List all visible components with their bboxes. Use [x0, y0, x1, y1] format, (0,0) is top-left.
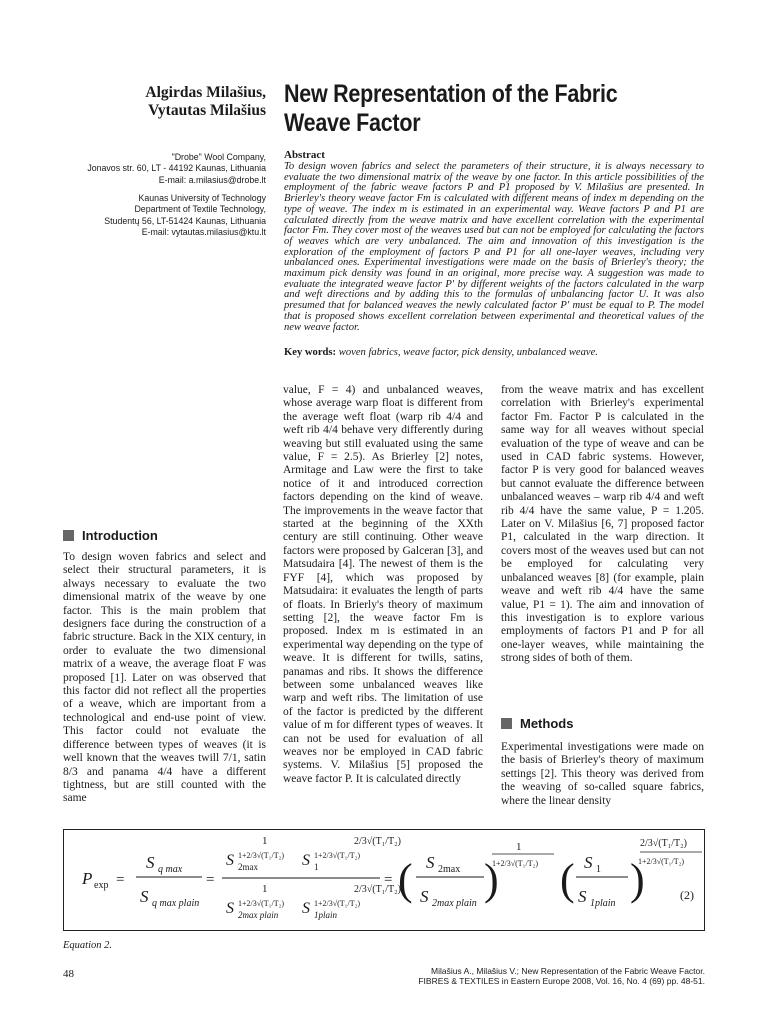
svg-text:S: S	[584, 853, 593, 872]
keywords-label: Key words:	[284, 347, 337, 358]
svg-text:1: 1	[516, 841, 522, 853]
svg-text:q max: q max	[158, 864, 183, 875]
svg-text:S: S	[578, 887, 587, 906]
svg-text:S: S	[426, 853, 435, 872]
author-1: Algirdas Milašius,	[145, 84, 266, 101]
author-2: Vytautas Milašius	[148, 102, 266, 119]
keywords-text: woven fabrics, weave factor, pick density, unbalanced weave.	[338, 347, 598, 358]
citation-line: Milašius A., Milašius V.; New Representation of the Fabric Weave Factor.	[430, 966, 705, 976]
svg-text:S: S	[140, 887, 149, 906]
svg-text:1: 1	[262, 883, 268, 895]
footer-citation	[400, 966, 705, 986]
svg-text:2max: 2max	[238, 862, 258, 872]
svg-text:): )	[630, 855, 645, 904]
svg-text:1+2/3√(T₁/T₂): 1+2/3√(T₁/T₂)	[492, 859, 539, 868]
svg-text:2/3√(T₁/T₂): 2/3√(T₁/T₂)	[640, 838, 687, 849]
affiliation-drobe	[60, 152, 266, 186]
svg-text:S: S	[226, 900, 234, 917]
svg-text:2max plain: 2max plain	[432, 898, 477, 909]
column-2-text: value, F = 4) and unbalanced weaves, whose average warp float is different from the average weft float (warp rib 4/4 and weft rib 4/4 behave very differently during weaving but still evaluated using the same value, F = 2.5). As Brierley [2] notes, Armitage and Law were the first to take notice of it and introduced correction factors depending on the kind of weave. The improvements in the weave factor that started at the beginning of the XXth century are still continuing. Other weave factors were proposed by Galceran [3], and Matsudaira [4]. The newest of them is the FYF [4], which was proposed by Matsudaira: it evaluates the length of parts of floats. In Brierly's theory of maximum setting [2], the weave factor Fm is proposed. Index m is estimated in an experimental way depending on the type of weave. It is different for twills, satins, panamas and ribs. It shows the difference between some unbalanced weaves like warp and weft ribs. The limitation of use of the factor is predicted by the different value of m for different types of weaves. It can not be used for evaluation of all weaves nor be employed in CAD fabric systems. V. Milašius [5] proposed the weave factor P. It is calculated directly	[283, 384, 483, 785]
svg-text:1plain: 1plain	[314, 910, 338, 920]
section-bullet-icon	[63, 530, 74, 541]
affiliation-email: E-mail: vytautas.milasius@ktu.lt	[141, 227, 266, 238]
affiliation-line: Department of Textile Technology,	[134, 204, 266, 215]
svg-text:(: (	[398, 855, 413, 904]
svg-text:1+2/3√(T₁/T₂): 1+2/3√(T₁/T₂)	[638, 857, 685, 866]
svg-text:=: =	[206, 872, 215, 888]
svg-text:=: =	[384, 872, 393, 888]
svg-text:=: =	[116, 872, 125, 888]
svg-text:1: 1	[262, 835, 268, 847]
affiliation-line: Studentų 56, LT-51424 Kaunas, Lithuania	[104, 215, 266, 226]
equation-number: (2)	[680, 888, 694, 902]
equation-box	[63, 829, 705, 931]
affiliation-ktu	[60, 193, 266, 239]
svg-text:): )	[484, 855, 499, 904]
svg-text:2/3√(T₁/T₂): 2/3√(T₁/T₂)	[354, 884, 401, 895]
svg-text:1plain: 1plain	[590, 898, 616, 909]
svg-text:1+2/3√(T₁/T₂): 1+2/3√(T₁/T₂)	[238, 899, 285, 908]
svg-text:1+2/3√(T₁/T₂): 1+2/3√(T₁/T₂)	[238, 851, 285, 860]
svg-text:2max: 2max	[438, 864, 461, 875]
svg-text:S: S	[302, 900, 310, 917]
methods-text: Experimental investigations were made on the basis of Brierley's theory of maximum settings [2]. This theory was derived from the weaving of so-called square fabrics, where the linear density	[501, 741, 704, 807]
keywords	[284, 347, 704, 358]
methods-heading	[501, 716, 573, 731]
svg-text:1+2/3√(T₁/T₂): 1+2/3√(T₁/T₂)	[314, 899, 361, 908]
svg-text:P: P	[82, 869, 93, 888]
affiliation-line: "Drobe" Wool Company,	[171, 152, 266, 162]
section-title: Methods	[520, 716, 574, 731]
column-3-text: from the weave matrix and has excellent correlation with Brierley's experimental factor Fm. Factor P is calculated in the same way for all weaves without special evaluation of the type of weave and can be used in CAD fabric systems. However, factor P is very good for balanced weaves but cannot evaluate the difference between unbalanced weaves – warp rib 4/4 and weft rib 4/4 have the same value, P = 1.205. Later on V. Milašius [6, 7] proposed factor P1, calculated in the warp direction. It covers most of the weaves used but can not be employed for calculating very unbalanced weaves [8] (for example, plain weave and weft rib 4/4 have the same value, P1 = 1). The aim and innovation of this investigation is to explore various employments of factors P1 and P for all one-layer weaves, while maintaining the strong sides of both of them.	[501, 384, 704, 665]
paper-title: New Representation of the Fabric Weave Factor	[284, 80, 618, 137]
section-title: Introduction	[82, 528, 158, 543]
svg-text:exp: exp	[94, 880, 109, 891]
page-number: 48	[63, 968, 74, 980]
introduction-heading	[63, 528, 158, 543]
svg-text:S: S	[420, 887, 429, 906]
abstract-text: To design woven fabrics and select the parameters of their structure, it is always necessary to evaluate the two dimensional matrix of the weave by one factor. In this article possibilities of the employment of the fabric weave factors P and P1 proposed by V. Milašius are presented. In Brierley's theory weave factor Fm is calculated with different means of index m depending on the type of weave. The index m is estimated in an experimental way. Weave factors P and P1 are calculated directly from the weave matrix and have excellent correlation with the experimental factor Fm. They cover most of the weaves used but can not be employed for calculating the factors of weaves which are very unbalanced. The aim and innovation of this investigation is the exploration of the employment of factors P and P1 for all one-layer weaves, including very unbalanced ones. Experimental investigations were made on the basis of Brierley's theory; the maximum pick density was found in an original, more precise way. A suggestion was made to evaluate the integrated weave factor P' by different weights of the factors calculated in the warp and weft directions and by adding this to the formulas of unbalancing factor U. It was also presumed that for balanced weaves the newly calculated factor P' must be equal to P. The model that is proposed shows excellent correlation between experimental and theoretical values of the new weave factor.	[284, 161, 704, 333]
abstract-heading: Abstract	[284, 149, 325, 161]
affiliation-line: Kaunas University of Technology	[138, 193, 266, 203]
svg-text:1+2/3√(T₁/T₂): 1+2/3√(T₁/T₂)	[314, 851, 361, 860]
svg-text:S: S	[226, 852, 234, 869]
svg-text:1: 1	[314, 862, 319, 872]
citation-line: FIBRES & TEXTILES in Eastern Europe 2008, Vol. 16, No. 4 (69) pp. 48-51.	[418, 976, 705, 986]
svg-text:S: S	[146, 853, 155, 872]
svg-text:q max plain: q max plain	[152, 898, 200, 909]
affiliation-email: E-mail: a.milasius@drobe.lt	[158, 174, 266, 185]
authors	[60, 84, 266, 120]
svg-text:1: 1	[596, 864, 601, 875]
svg-text:(: (	[560, 855, 575, 904]
svg-text:S: S	[302, 852, 310, 869]
equation-caption: Equation 2.	[63, 940, 112, 951]
svg-text:2/3√(T₁/T₂): 2/3√(T₁/T₂)	[354, 836, 401, 847]
svg-text:2max plain: 2max plain	[238, 910, 279, 920]
section-bullet-icon	[501, 718, 512, 729]
introduction-text: To design woven fabrics and select and select their structural parameters, it is always necessary to evaluate the two dimensional matrix of the weave by one factor. This is the main problem that designers face during the construction of a fabric structure. Back in the XIX century, in order to evaluate the two dimensional matrix of a weave, the average float F was proposed [1]. Later on was observed that this factor did not reflect all the properties of a weave, which are important from a technological and end-use point of view. This factor could not evaluate the difference between types of weaves (it is well known that the weaves twill 7/1, satin 8/3 and panama 4/4 have a different tightness, but are still counted with the same	[63, 551, 266, 805]
affiliation-line: Jonavos str. 60, LT - 44192 Kaunas, Lithuania	[87, 163, 266, 174]
equation-formula	[64, 830, 704, 930]
